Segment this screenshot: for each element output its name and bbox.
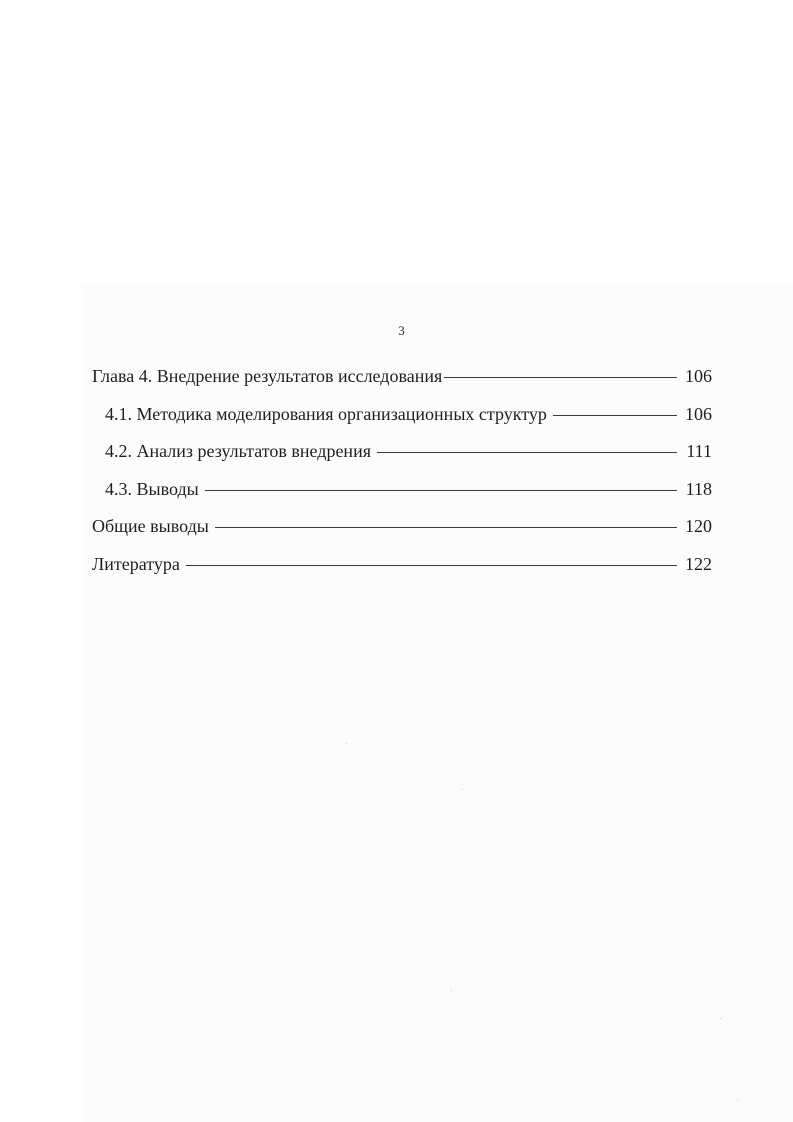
toc-entry-chapter-4 xyxy=(92,361,712,399)
toc-entry-page: 106 xyxy=(685,403,712,424)
toc-entry-section-4-3 xyxy=(92,474,712,512)
toc-entry-title: 4.3. Выводы xyxy=(105,478,199,499)
toc-entry-section-4-1 xyxy=(92,399,712,437)
toc-entry-title: Глава 4. Внедрение результатов исследования xyxy=(92,366,443,386)
toc-entry-title: 4.2. Анализ результатов внедрения xyxy=(105,441,371,461)
toc-entry-title: Литература xyxy=(92,553,180,574)
toc-entry-page: 120 xyxy=(685,516,712,536)
toc-entry-literature xyxy=(92,549,712,587)
toc-entry-page: 122 xyxy=(685,553,712,574)
toc-leader-line xyxy=(553,415,677,416)
toc-entry-title: 4.1. Методика моделирования организационных структур xyxy=(105,403,547,424)
toc-leader-line xyxy=(444,377,677,378)
toc-entry-page: 106 xyxy=(685,366,712,386)
toc-entry-page: 111 xyxy=(686,441,712,461)
scan-speck xyxy=(720,1018,721,1019)
table-of-contents xyxy=(92,361,712,586)
scan-speck xyxy=(346,743,347,744)
toc-entry-title: Общие выводы xyxy=(92,516,209,536)
toc-entry-section-4-2 xyxy=(92,436,712,474)
toc-leader-line xyxy=(186,565,677,566)
scan-speck xyxy=(737,1100,738,1101)
scan-speck xyxy=(462,789,463,790)
toc-leader-line xyxy=(205,490,677,491)
toc-entry-general-conclusions xyxy=(92,511,712,549)
toc-leader-line xyxy=(377,452,677,453)
toc-leader-line xyxy=(215,527,677,528)
scan-speck xyxy=(451,990,452,991)
page-number: 3 xyxy=(398,323,405,338)
toc-entry-page: 118 xyxy=(685,478,712,499)
